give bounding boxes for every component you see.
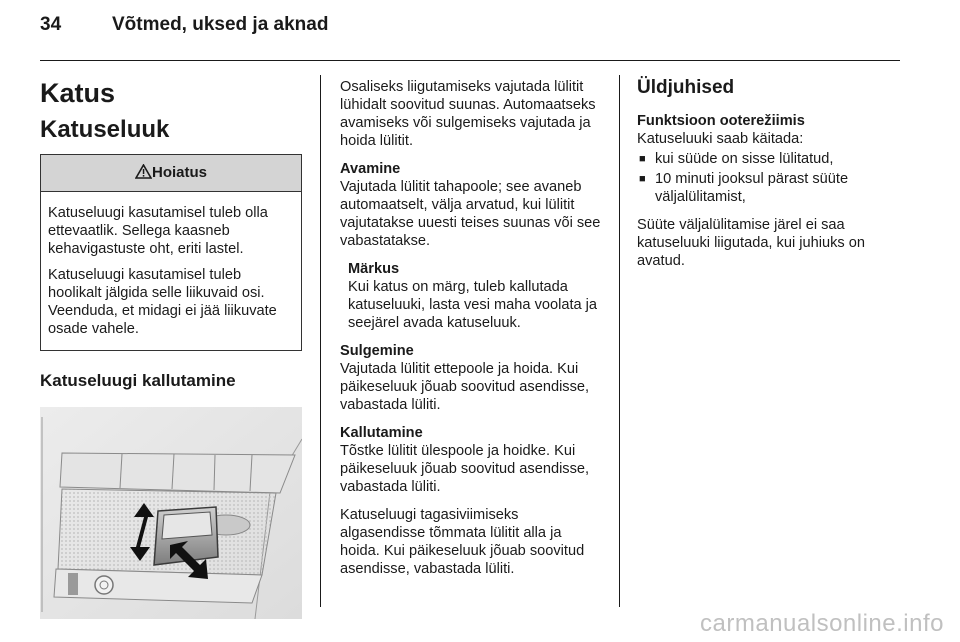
warning-box <box>40 154 302 351</box>
warning-title: Hoiatus <box>151 164 207 181</box>
subsection-title: Katuseluuk <box>40 116 170 143</box>
sunroof-switch-illustration <box>40 407 302 619</box>
column-divider-2 <box>619 75 620 607</box>
tilt-back-paragraph: Katuseluugi tagasiviimiseks algasendisse tõmmata lülitit alla ja hoida. Kui päikeseluuk jõuab soovitud asendisse, vabastada lüliti. <box>340 507 585 577</box>
header-rule <box>40 60 900 61</box>
closing-paragraph: Süüte väljalülitamise järel ei saa katuseluuki liigutada, kui juhiuks on avatud. <box>637 217 865 269</box>
func-title: Funktsioon ooterežiimis <box>637 113 805 129</box>
conditions-list <box>637 150 899 206</box>
close-section <box>340 342 605 414</box>
warning-paragraph: Katuseluugi kasutamisel tuleb hoolikalt jälgida selle liikuvaid osi. Veenduda, et midagi ei jää liikuvate osade vahele. <box>48 267 277 337</box>
func-intro: Katuseluuki saab käitada: <box>637 131 804 147</box>
close-text: Vajutada lülitit ettepoole ja hoida. Kui päikeseluuk jõuab soovitud asendisse, vabastada lüliti. <box>340 361 590 413</box>
close-title: Sulgemine <box>340 343 414 359</box>
tilt-title: Kallutamine <box>340 425 423 441</box>
square-bullet-icon: ■ <box>639 153 646 165</box>
column-2 <box>340 78 605 588</box>
column-1 <box>40 78 302 624</box>
tilt-text: Tõstke lülitit ülespoole ja hoidke. Kui päikeseluuk jõuab soovitud asendisse, vabastada lüliti. <box>340 443 590 495</box>
open-title: Avamine <box>340 161 401 177</box>
watermark: carmanualsonline.info <box>700 610 944 637</box>
page-number: 34 <box>40 14 62 35</box>
warning-header <box>41 155 301 192</box>
warning-triangle-icon <box>135 164 152 179</box>
tilt-heading: Katuseluugi kallutamine <box>40 371 236 390</box>
intro-paragraph: Osaliseks liigutamiseks vajutada lülitit lühidalt soovitud suunas. Automaatseks avamiseks või sulgemiseks vajutada ja hoida lülitit. <box>340 79 596 149</box>
note-text: Kui katus on märg, tuleb kallutada katuseluuki, lasta vesi maha voolata ja seejärel avada katuseluuk. <box>348 279 598 331</box>
open-text: Vajutada lülitit tahapoole; see avaneb automaatselt, välja arvatud, kui lülitit vajutatakse uuesti teises suunas või see vabastatakse. <box>340 179 601 249</box>
page-header <box>40 14 328 36</box>
general-title: Üldjuhised <box>637 77 735 98</box>
warning-body <box>41 192 301 350</box>
column-divider-1 <box>320 75 321 607</box>
warning-paragraph: Katuseluugi kasutamisel tuleb olla ettevaatlik. Sellega kaasneb kehavigastuste oht, eriti lastel. <box>48 205 268 257</box>
square-bullet-icon: ■ <box>639 173 646 185</box>
open-section <box>340 160 605 250</box>
chapter-title: Võtmed, uksed ja aknad <box>112 14 329 35</box>
tilt-section <box>340 424 605 496</box>
section-title: Katus <box>40 78 116 108</box>
note-title: Märkus <box>348 261 400 277</box>
list-item <box>637 170 899 206</box>
list-item <box>637 150 899 168</box>
list-item-text: 10 minuti jooksul pärast süüte väljalülitamist, <box>655 171 849 205</box>
column-3 <box>637 78 899 280</box>
note-box <box>340 260 605 332</box>
func-section <box>637 112 899 148</box>
list-item-text: kui süüde on sisse lülitatud, <box>655 151 834 167</box>
